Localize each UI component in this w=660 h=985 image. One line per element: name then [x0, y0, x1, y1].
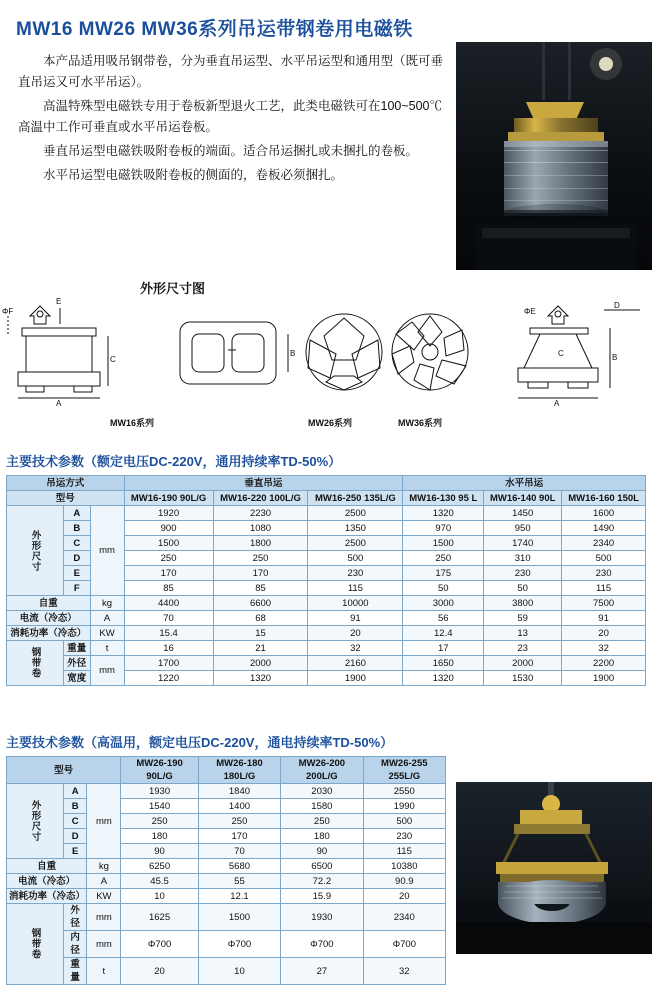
cell: 1740 — [484, 536, 562, 551]
cell: Φ700 — [198, 931, 280, 958]
cell: 1840 — [198, 784, 280, 799]
product-photo-bottom — [456, 782, 652, 954]
row-label: D — [64, 829, 87, 844]
cell: 59 — [484, 611, 562, 626]
cell: 1450 — [484, 506, 562, 521]
cell: 2000 — [484, 656, 562, 671]
cell: 7500 — [562, 596, 646, 611]
cell: 180 — [121, 829, 198, 844]
cell: 230 — [363, 829, 445, 844]
page-title: MW16 MW26 MW36系列吊运带钢卷用电磁铁 — [16, 19, 413, 40]
cell: 50 — [403, 581, 484, 596]
table-row — [7, 844, 446, 859]
row-label: C — [64, 814, 87, 829]
table-row — [7, 958, 446, 985]
cell: 20 — [363, 889, 445, 904]
cell: 3000 — [403, 596, 484, 611]
cell: 2340 — [363, 904, 445, 931]
cell: 500 — [363, 814, 445, 829]
cell: 68 — [213, 611, 308, 626]
row-label: 自重 — [7, 596, 91, 611]
cell: 1350 — [308, 521, 403, 536]
document-page — [0, 14, 660, 983]
cell: 4400 — [124, 596, 213, 611]
cell: 23 — [484, 641, 562, 656]
intro-paragraph: 水平吊运型电磁铁吸附卷板的侧面的，卷板必须捆扎。 — [43, 168, 344, 182]
row-unit: mm — [87, 784, 121, 859]
intro-text — [18, 51, 448, 186]
cell: 1500 — [124, 536, 213, 551]
spec-table-2-section — [0, 732, 446, 985]
cell: 950 — [484, 521, 562, 536]
cell: 50 — [484, 581, 562, 596]
table-row — [7, 931, 446, 958]
cell: 1580 — [281, 799, 363, 814]
cell: 32 — [308, 641, 403, 656]
svg-text:B: B — [612, 353, 618, 362]
cell: 250 — [124, 551, 213, 566]
drawing-label-mw26: MW26系列 — [308, 418, 353, 428]
cell: 230 — [308, 566, 403, 581]
model-cell: MW16-160 150L — [562, 491, 646, 506]
cell: 500 — [562, 551, 646, 566]
cell: 170 — [213, 566, 308, 581]
row-label: F — [64, 581, 91, 596]
table-row — [7, 859, 446, 874]
cell: 1900 — [562, 671, 646, 686]
cell: 90.9 — [363, 874, 445, 889]
table-row — [7, 889, 446, 904]
model-label: 型号 — [7, 757, 121, 784]
svg-text:C: C — [110, 355, 116, 364]
intro-paragraph: 垂直吊运型电磁铁吸附卷板的端面。适合吊运捆扎或未捆扎的卷板。 — [43, 144, 419, 158]
svg-text:ΦE: ΦE — [524, 307, 536, 316]
row-unit: kg — [90, 596, 124, 611]
row-label: 自重 — [7, 859, 87, 874]
cell: 180 — [281, 829, 363, 844]
table-row — [7, 596, 646, 611]
photo-top-illustration — [456, 42, 652, 270]
cell: 45.5 — [121, 874, 198, 889]
table-row — [7, 506, 646, 521]
row-unit: mm — [90, 506, 124, 596]
table-row — [7, 904, 446, 931]
mode-label: 吊运方式 — [7, 476, 125, 491]
row-unit: t — [87, 958, 121, 985]
cell: 250 — [281, 814, 363, 829]
cell: 15.9 — [281, 889, 363, 904]
drawing-label-mw16: MW16系列 — [110, 418, 155, 428]
outline-drawings — [0, 294, 660, 434]
model-label: 型号 — [7, 491, 125, 506]
table-row — [7, 626, 646, 641]
cell: 500 — [308, 551, 403, 566]
cell: 56 — [403, 611, 484, 626]
cell: 1320 — [403, 506, 484, 521]
cell: 115 — [363, 844, 445, 859]
row-unit: mm — [87, 904, 121, 931]
cell: 250 — [213, 551, 308, 566]
cell: 10380 — [363, 859, 445, 874]
cell: 170 — [124, 566, 213, 581]
table-row — [7, 829, 446, 844]
cell: 32 — [363, 958, 445, 985]
coil-group-label: 钢带卷 — [7, 641, 64, 686]
cell: 90 — [281, 844, 363, 859]
cell: 2230 — [213, 506, 308, 521]
cell: 230 — [562, 566, 646, 581]
dim-group-label: 外形尺寸 — [7, 784, 64, 859]
cell: 2500 — [308, 536, 403, 551]
cell: 1700 — [124, 656, 213, 671]
table-row — [7, 814, 446, 829]
model-cell: MW16-140 90L — [484, 491, 562, 506]
cell: 115 — [562, 581, 646, 596]
model-cell: MW16-190 90L/G — [124, 491, 213, 506]
row-label: 重量 — [64, 958, 87, 985]
cell: 10 — [198, 958, 280, 985]
row-label: D — [64, 551, 91, 566]
table-row — [7, 491, 646, 506]
cell: 1080 — [213, 521, 308, 536]
svg-text:ΦF: ΦF — [2, 307, 14, 316]
table-row — [7, 641, 646, 656]
intro-paragraph: 高温特殊型电磁铁专用于卷板新型退火工艺，此类电磁铁可在100~500℃高温中工作可垂直或水平吊运卷板。 — [18, 99, 443, 134]
cell: 20 — [121, 958, 198, 985]
cell: 91 — [308, 611, 403, 626]
vertical-group-header: 垂直吊运 — [124, 476, 403, 491]
cell: 16 — [124, 641, 213, 656]
cell: 250 — [403, 551, 484, 566]
coil-group-label: 钢带卷 — [7, 904, 64, 985]
cell: 1990 — [363, 799, 445, 814]
cell: 10000 — [308, 596, 403, 611]
table-row — [7, 784, 446, 799]
cell: 1930 — [281, 904, 363, 931]
row-unit: mm — [87, 931, 121, 958]
cell: 15 — [213, 626, 308, 641]
model-cell: MW26-190 90L/G — [121, 757, 198, 784]
row-unit: KW — [87, 889, 121, 904]
cell: Φ700 — [121, 931, 198, 958]
cell: 70 — [198, 844, 280, 859]
cell: 1650 — [403, 656, 484, 671]
cell: 1920 — [124, 506, 213, 521]
cell: 1320 — [403, 671, 484, 686]
row-unit: A — [87, 874, 121, 889]
row-unit: mm — [90, 656, 124, 686]
spec-table-1-section — [0, 451, 646, 686]
cell: 17 — [403, 641, 484, 656]
svg-text:A: A — [554, 399, 560, 408]
model-cell: MW26-255 255L/G — [363, 757, 445, 784]
cell: 21 — [213, 641, 308, 656]
horizontal-group-header: 水平吊运 — [403, 476, 646, 491]
row-label: 外径 — [64, 904, 87, 931]
cell: 2200 — [562, 656, 646, 671]
drawing-section-title: 外形尺寸图 — [140, 281, 206, 296]
cell: 2030 — [281, 784, 363, 799]
cell: 72.2 — [281, 874, 363, 889]
table1-title: 主要技术参数（额定电压DC-220V，通用持续率TD-50%） — [6, 454, 342, 469]
cell: 1400 — [198, 799, 280, 814]
row-label: A — [64, 784, 87, 799]
cell: 900 — [124, 521, 213, 536]
cell: 310 — [484, 551, 562, 566]
cell: 91 — [562, 611, 646, 626]
row-label: E — [64, 566, 91, 581]
cell: 2550 — [363, 784, 445, 799]
row-label: 内径 — [64, 931, 87, 958]
cell: 170 — [198, 829, 280, 844]
cell: 6500 — [281, 859, 363, 874]
cell: 230 — [484, 566, 562, 581]
cell: 12.4 — [403, 626, 484, 641]
cell: Φ700 — [363, 931, 445, 958]
cell: 90 — [121, 844, 198, 859]
table-row — [7, 757, 446, 784]
row-unit: t — [90, 641, 124, 656]
model-cell: MW26-180 180L/G — [198, 757, 280, 784]
row-label: C — [64, 536, 91, 551]
table-row — [7, 874, 446, 889]
svg-text:E: E — [56, 297, 62, 306]
cell: 2160 — [308, 656, 403, 671]
cell: 250 — [198, 814, 280, 829]
row-unit: A — [90, 611, 124, 626]
cell: 20 — [562, 626, 646, 641]
cell: 1540 — [121, 799, 198, 814]
cell: 1320 — [213, 671, 308, 686]
svg-text:C: C — [558, 349, 564, 358]
cell: 5680 — [198, 859, 280, 874]
cell: 1220 — [124, 671, 213, 686]
model-cell: MW16-250 135L/G — [308, 491, 403, 506]
table-row — [7, 799, 446, 814]
cell: 2000 — [213, 656, 308, 671]
photo-bottom-illustration — [456, 782, 652, 954]
cell: 6250 — [121, 859, 198, 874]
table-row — [7, 476, 646, 491]
cell: 85 — [213, 581, 308, 596]
cell: 27 — [281, 958, 363, 985]
cell: 12.1 — [198, 889, 280, 904]
cell: 175 — [403, 566, 484, 581]
cell: 2500 — [308, 506, 403, 521]
outline-drawing-svg — [0, 294, 660, 434]
spec-table-1 — [6, 475, 646, 686]
row-label: 外径 — [64, 656, 91, 671]
cell: 10 — [121, 889, 198, 904]
cell: 115 — [308, 581, 403, 596]
cell: 250 — [121, 814, 198, 829]
row-label: 消耗功率（冷态） — [7, 889, 87, 904]
cell: 70 — [124, 611, 213, 626]
cell: 1500 — [403, 536, 484, 551]
drawing-label-mw36: MW36系列 — [398, 418, 443, 428]
cell: 1800 — [213, 536, 308, 551]
cell: 1530 — [484, 671, 562, 686]
row-label: B — [64, 799, 87, 814]
table2-title: 主要技术参数（高温用，额定电压DC-220V，通电持续率TD-50%） — [6, 735, 394, 750]
svg-text:A: A — [56, 399, 62, 408]
cell: 6600 — [213, 596, 308, 611]
product-photo-top — [456, 42, 652, 270]
row-label: 宽度 — [64, 671, 91, 686]
cell: 1625 — [121, 904, 198, 931]
cell: 13 — [484, 626, 562, 641]
dim-group-label: 外形尺寸 — [7, 506, 64, 596]
cell: Φ700 — [281, 931, 363, 958]
row-label: 电流（冷态） — [7, 874, 87, 889]
cell: 15.4 — [124, 626, 213, 641]
model-cell: MW16-130 95 L — [403, 491, 484, 506]
spec-table-2 — [6, 756, 446, 985]
cell: 1500 — [198, 904, 280, 931]
row-unit: KW — [90, 626, 124, 641]
cell: 85 — [124, 581, 213, 596]
svg-text:D: D — [614, 301, 620, 310]
cell: 55 — [198, 874, 280, 889]
intro-paragraph: 本产品适用吸吊钢带卷，分为垂直吊运型、水平吊运型和通用型（既可垂直吊运又可水平吊运）。 — [18, 54, 444, 89]
cell: 970 — [403, 521, 484, 536]
row-label: 重量 — [64, 641, 91, 656]
cell: 1600 — [562, 506, 646, 521]
cell: 20 — [308, 626, 403, 641]
table-row — [7, 611, 646, 626]
svg-text:B: B — [290, 349, 296, 358]
row-label: B — [64, 521, 91, 536]
cell: 1930 — [121, 784, 198, 799]
row-label: 电流（冷态） — [7, 611, 91, 626]
model-cell: MW16-220 100L/G — [213, 491, 308, 506]
cell: 1900 — [308, 671, 403, 686]
row-label: 消耗功率（冷态） — [7, 626, 91, 641]
model-cell: MW26-200 200L/G — [281, 757, 363, 784]
cell: 2340 — [562, 536, 646, 551]
cell: 1490 — [562, 521, 646, 536]
row-label: E — [64, 844, 87, 859]
cell: 3800 — [484, 596, 562, 611]
row-label: A — [64, 506, 91, 521]
row-unit: kg — [87, 859, 121, 874]
table-row — [7, 656, 646, 671]
cell: 32 — [562, 641, 646, 656]
